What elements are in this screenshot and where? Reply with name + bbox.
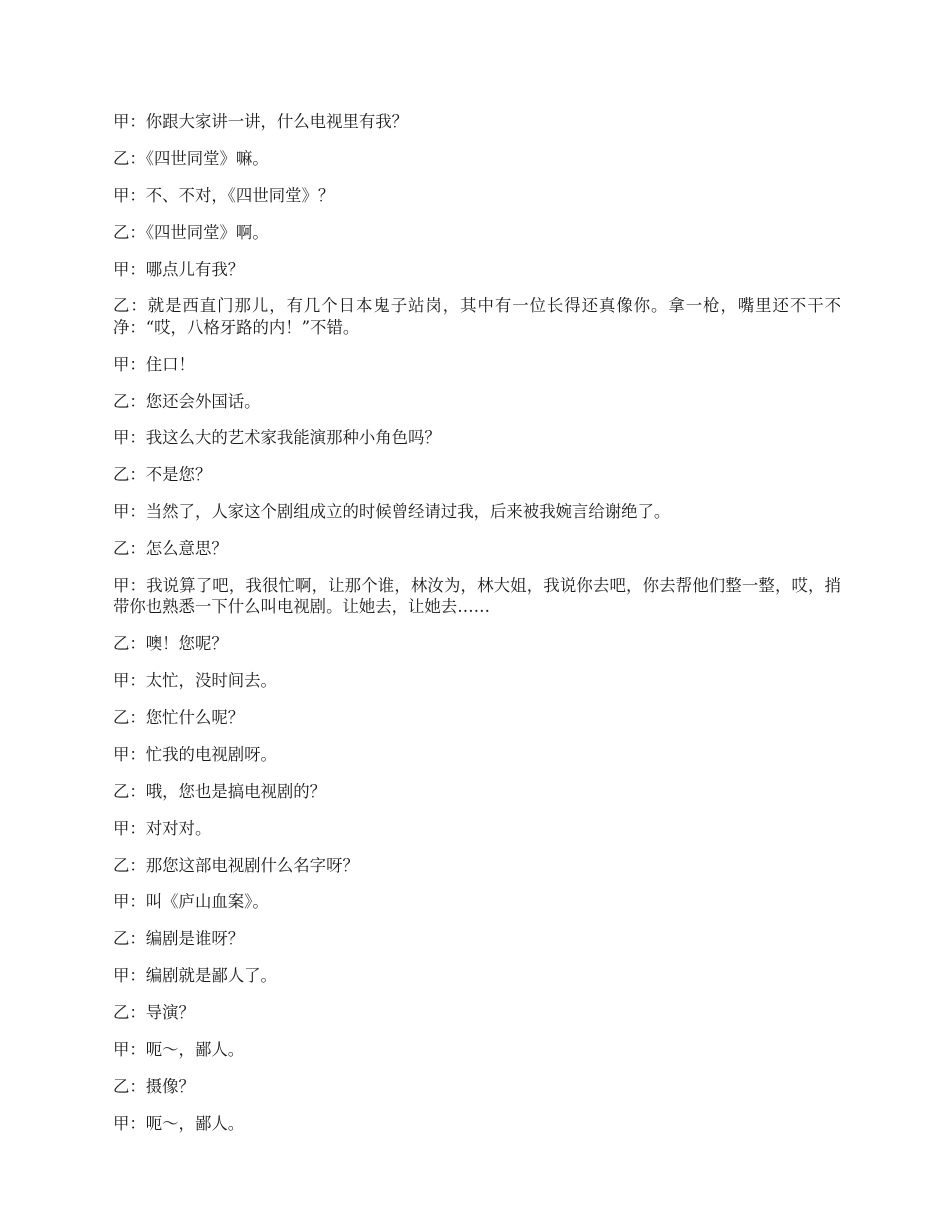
dialogue-line: 乙：那您这部电视剧什么名字呀？	[113, 855, 359, 875]
dialogue-line: 乙：您忙什么呢？	[113, 707, 245, 727]
dialogue-line: 乙：摄像？	[113, 1076, 195, 1096]
dialogue-line: 乙：《四世同堂》啊。	[113, 222, 269, 242]
dialogue-line: 甲：不、不对，《四世同堂》？	[113, 185, 335, 205]
dialogue-line: 甲：我说算了吧，我很忙啊，让那个谁，林汝为，林大姐，我说你去吧，你去帮他们整一整，哎，捎带你也熟悉一下什么叫电视剧。让她去，让她去……	[113, 575, 841, 617]
dialogue-line: 甲：太忙，没时间去。	[113, 671, 277, 691]
dialogue-line: 乙：编剧是谁呀？	[113, 929, 245, 949]
dialogue-line: 乙：导演？	[113, 1003, 195, 1023]
dialogue-line: 甲：编剧就是鄙人了。	[113, 966, 277, 986]
dialogue-line: 乙：噢！您呢？	[113, 634, 228, 654]
dialogue-line: 乙：哦，您也是搞电视剧的？	[113, 781, 327, 801]
dialogue-line: 乙：不是您？	[113, 465, 212, 485]
dialogue-line: 甲：忙我的电视剧呀。	[113, 744, 277, 764]
dialogue-line: 甲：住口！	[113, 354, 195, 374]
dialogue-body	[113, 111, 841, 1150]
dialogue-line: 甲：我这么大的艺术家我能演那种小角色吗？	[113, 428, 441, 448]
dialogue-line: 乙：就是西直门那儿，有几个日本鬼子站岗，其中有一位长得还真像你。拿一枪，嘴里还不干不净：“哎，八格牙路的内！”不错。	[113, 296, 841, 337]
dialogue-line: 甲：你跟大家讲一讲，什么电视里有我？	[113, 112, 409, 131]
dialogue-line: 甲：呃～，鄙人。	[113, 1113, 245, 1133]
dialogue-line: 甲：哪点儿有我？	[113, 259, 245, 279]
dialogue-line: 甲：对对对。	[113, 818, 212, 838]
dialogue-line: 甲：当然了，人家这个剧组成立的时候曾经请过我，后来被我婉言给谢绝了。	[113, 502, 671, 522]
dialogue-line: 乙：怎么意思？	[113, 539, 228, 559]
dialogue-line: 甲：呃～，鄙人。	[113, 1039, 245, 1059]
dialogue-line: 乙：您还会外国话。	[113, 391, 261, 411]
dialogue-line: 甲：叫《庐山血案》。	[113, 892, 269, 912]
dialogue-line: 乙：《四世同堂》嘛。	[113, 148, 269, 168]
